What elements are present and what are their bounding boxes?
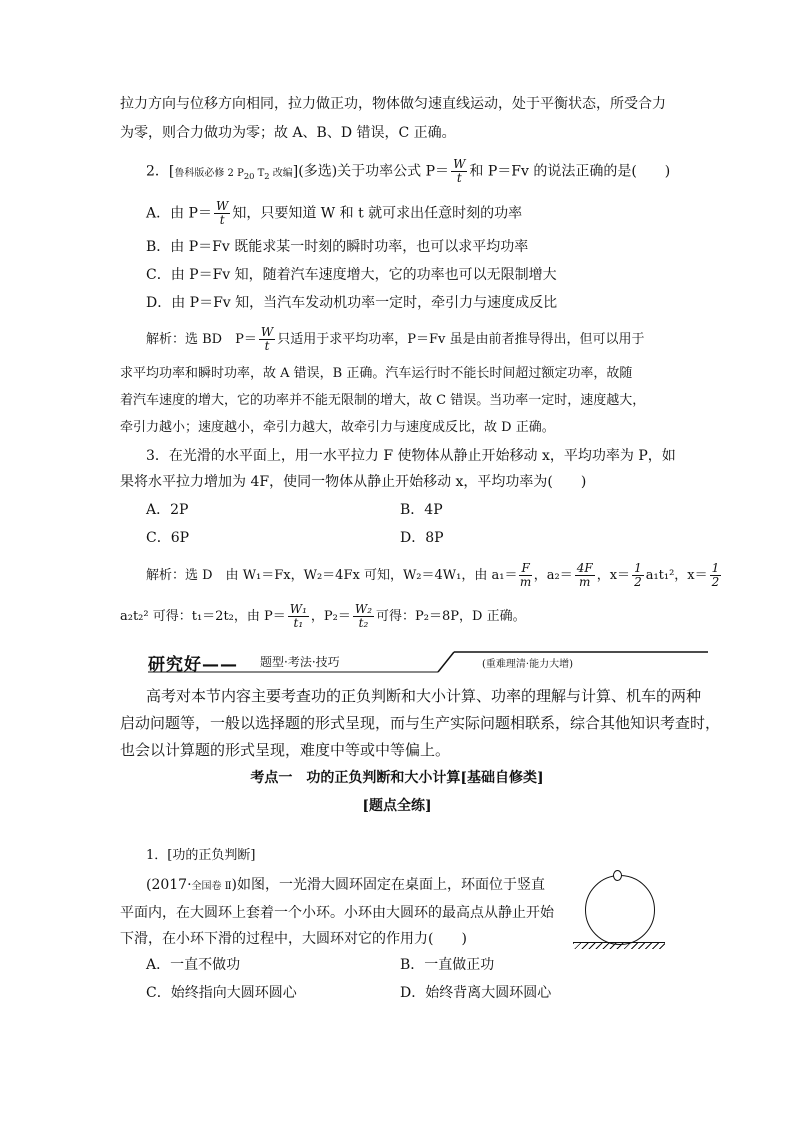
solution-line: 解析：选 BD P＝ $\frac{W}{t}$ 只适用于求平均功率，P＝Fv 虽是由前者推导得出，但可以用于 <box>146 325 645 353</box>
section-banner <box>148 650 708 674</box>
option-c: C．始终指向大圆环圆心 <box>146 985 297 1001</box>
solution-line: 求平均功率和瞬时功率，故 A 错误，B 正确。汽车运行时不能长时间超过额定功率，故随 <box>120 366 633 381</box>
option-a: A．由 P＝ $\frac{W}{t}$ 知，只要知道 W 和 t 就可求出任意时刻的功率 <box>146 199 523 227</box>
fraction: $\frac{1}{2}$ <box>711 561 720 589</box>
option-a: A．2P <box>146 502 189 518</box>
section-title: 考点一 功的正负判断和大小计算[基础自修类] <box>250 770 544 786</box>
option-d: D．由 P＝Fv 知，当汽车发动机功率一定时，牵引力与速度成反比 <box>146 295 558 311</box>
intro-line: 启动问题等，一般以选择题的形式呈现，而与生产实际问题相联系，综合其他知识考查时， <box>120 714 721 732</box>
solution-line: 解析：选 D 由 W₁＝Fx，W₂＝4Fx 可知，W₂＝4W₁，由 a₁＝ $\frac{F}{m}$ ，a₂＝ $\frac{4F}{m}$ ，x＝ $\frac{1}{2}$ a₁t₁²，x＝ $\frac{1}{2}$ <box>146 561 720 589</box>
large-ring-figure <box>585 875 655 945</box>
fraction: $\frac{4F}{m}$ <box>576 561 593 589</box>
fraction: $\frac{F}{m}$ <box>519 561 532 589</box>
solution-line: 牵引力越小；速度越小，牵引力越大，故牵引力与速度成反比，故 D 正确。 <box>120 420 555 435</box>
text-line: 拉力方向与位移方向相同，拉力做正功，物体做匀速直线运动，处于平衡状态，所受合力 <box>120 96 666 112</box>
fraction: $\frac{W}{t}$ <box>260 325 274 353</box>
fraction: $\frac{W}{t}$ <box>453 157 466 185</box>
fraction: $\frac{\text{W₂}}{\text{t₂}}$ <box>354 602 373 630</box>
option-b: B．4P <box>400 502 443 518</box>
question-source: 鲁科版必修 2 $P_{20}$ $T_2$ 改编 <box>174 167 293 181</box>
solution-line: 着汽车速度的增大，它的功率并不能无限制的增大，故 C 错误。当功率一定时，速度越大， <box>120 393 646 408</box>
fraction: $\frac{W}{t}$ <box>215 199 229 227</box>
intro-line: 高考对本节内容主要考查功的正负判断和大小计算、功率的理解与计算、机车的两种 <box>146 687 702 705</box>
intro-line: 也会以计算题的形式呈现，难度中等或中等偏上。 <box>120 741 451 759</box>
table-surface-figure <box>573 942 665 949</box>
fraction: $\frac{1}{2}$ <box>634 561 642 589</box>
option-b: B．一直做正功 <box>400 957 495 973</box>
question-2-stem: 2．[鲁科版必修 2 $P_{20}$ $T_2$ 改编](多选)关于功率公式 P＝ $\frac{W}{t}$ 和 P＝Fv 的说法正确的是( ) <box>146 157 671 185</box>
option-d: D．始终背离大圆环圆心 <box>400 985 552 1001</box>
fraction: $\frac{\text{W₁}}{\text{t₁}}$ <box>289 602 307 630</box>
solution-line: a₂t₂² 可得：t₁＝2t₂，由 P＝ $\frac{\text{W₁}}{\text{t₁}}$ ，P₂＝ $\frac{\text{W₂}}{\text{t₂}}$ 可得：P₂＝8P，D 正确。 <box>120 602 526 630</box>
banner-note: (重难理清·能力大增) <box>482 659 573 670</box>
question-3-stem: 3．在光滑的水平面上，用一水平拉力 F 使物体从静止开始移动 x，平均功率为 P，如 <box>146 448 676 464</box>
option-c: C．由 P＝Fv 知，随着汽车速度增大，它的功率也可以无限制增大 <box>146 267 557 283</box>
question-1-stem: 下滑，在小环下滑的过程中，大圆环对它的作用力( ) <box>120 931 467 947</box>
question-3-stem: 果将水平拉力增加为 4F，使同一物体从静止开始移动 x，平均功率为( ) <box>120 474 587 490</box>
question-1-heading: 1．[功的正负判断] <box>146 848 256 863</box>
question-number: 2．[ <box>146 163 175 180</box>
option-d: D．8P <box>400 530 444 546</box>
banner-subtitle: 题型·考法·技巧 <box>260 655 340 669</box>
option-b: B．由 P＝Fv 既能求某一时刻的瞬时功率，也可以求平均功率 <box>146 239 529 255</box>
text-line: 为零，则合力做功为零；故 A、B、D 错误，C 正确。 <box>120 125 456 141</box>
banner-title: 研究好—— <box>148 655 238 675</box>
small-ring-figure <box>613 870 622 881</box>
question-1-stem: (2017·全国卷 Ⅱ)如图，一光滑大圆环固定在桌面上，环面位于竖直 <box>146 877 545 893</box>
section-subtitle: [题点全练] <box>362 798 432 814</box>
option-c: C．6P <box>146 530 190 546</box>
option-a: A．一直不做功 <box>146 957 241 973</box>
question-1-stem: 平面内，在大圆环上套着一个小环。小环由大圆环的最高点从静止开始 <box>120 905 554 921</box>
